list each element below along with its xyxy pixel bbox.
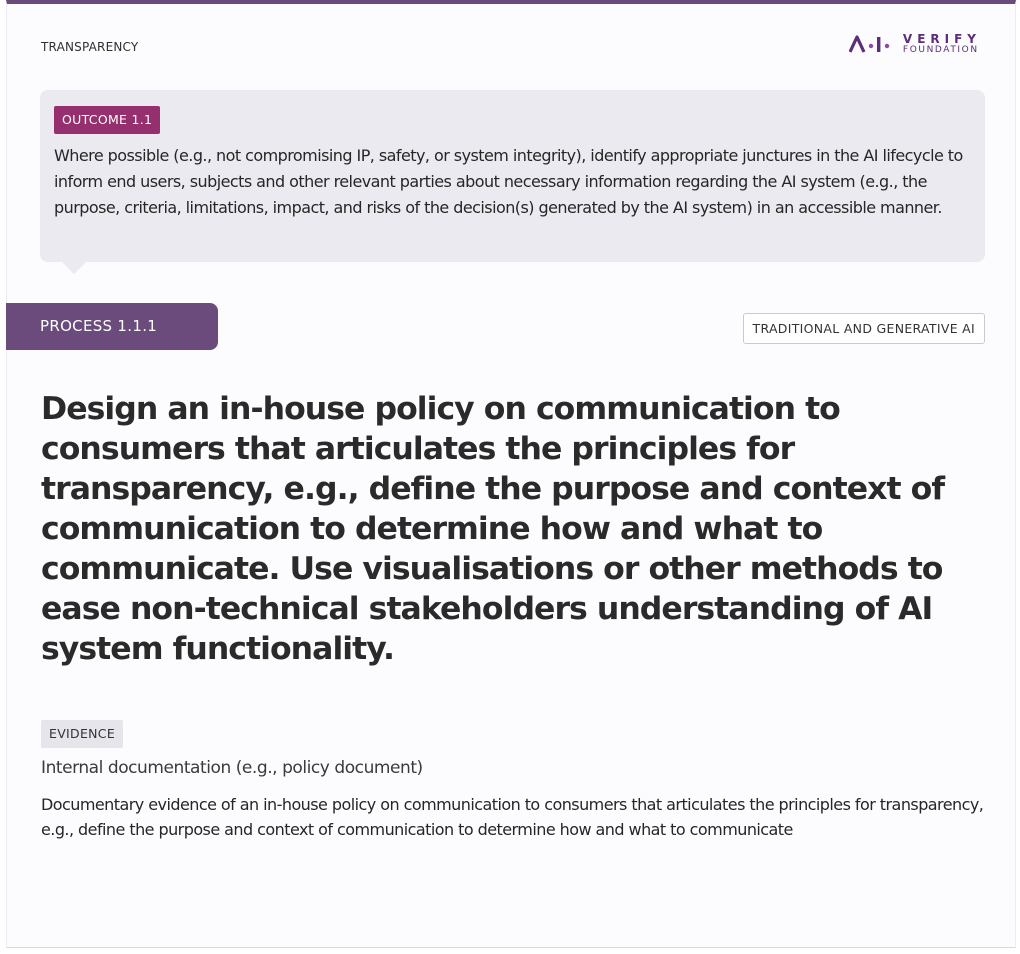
outcome-text: Where possible (e.g., not compromising IP, safety, or system integrity), identify appropriate junctures in the AI lifecycle to inform end users, subjects and other relevant parties about necessary information regarding the AI system (e.g., the purpose, criteria, limitations, impact, and risks of the decision(s) generated by the AI system) in an accessible manner. [54,146,963,217]
document-page [6,0,1016,948]
ai-verify-mark-icon [849,34,897,54]
section-label: TRANSPARENCY [41,40,139,54]
process-title: Design an in-house policy on communication to consumers that articulates the principles for transparency, e.g., define the purpose and context of communication to determine how and what to communicate. Use visualisations or other methods to ease non-technical stakeholders understanding of AI system functionality. [41,391,945,667]
evidence-type: Internal documentation (e.g., policy document) [41,758,423,778]
logo-foundation-text: FOUNDATION [902,45,979,55]
ai-type-badge: TRADITIONAL AND GENERATIVE AI [743,313,985,344]
ai-verify-foundation-logo [849,33,981,55]
process-tab: PROCESS 1.1.1 [6,303,218,350]
evidence-description: Documentary evidence of an in-house policy on communication to consumers that articulates the principles for transparency, e.g., define the purpose and context of communication to determine how and what to communicate [41,795,984,839]
outcome-tag: OUTCOME 1.1 [54,106,160,134]
logo-wordmark [903,33,981,55]
logo-verify-text: VERIFY [902,32,981,46]
evidence-tag: EVIDENCE [41,720,123,748]
outcome-callout [40,90,985,262]
